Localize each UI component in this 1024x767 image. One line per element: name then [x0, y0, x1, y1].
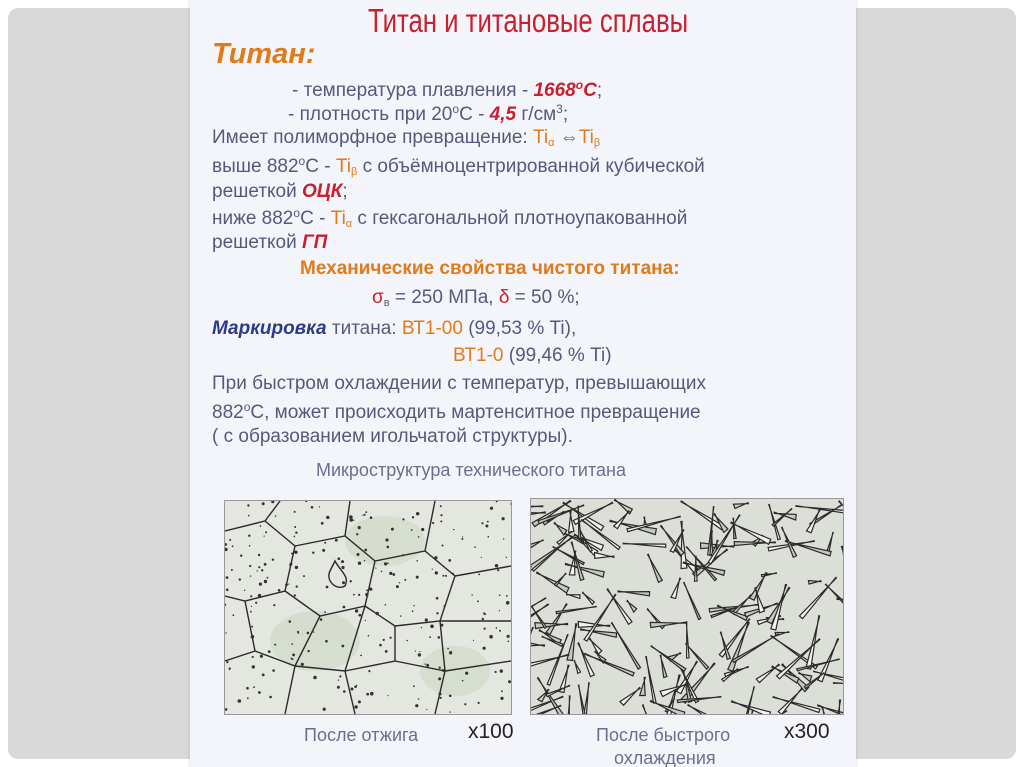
marking-line-2: ВТ1-0 (99,46 % Ti) — [453, 345, 612, 366]
marking-line: Маркировка титана: ВТ1-00 (99,53 % Ti), — [212, 318, 577, 339]
bcc-lattice-line: решеткой ОЦК; — [212, 181, 348, 202]
micrograph-annealed — [224, 500, 512, 715]
paragraph-line-1: При быстром охлаждении с температур, превышающих — [212, 373, 706, 394]
melting-point-line: - температура плавления - $1668^оС$; — [292, 78, 603, 101]
magnification-annealed: x100 — [468, 720, 514, 743]
mechanical-heading: Механические свойства чистого титана: — [300, 258, 680, 279]
mechanical-values: $\sigma_в = 250$ МПа, δ = 50 %; — [372, 287, 580, 309]
slide — [190, 0, 856, 767]
magnification-quenched: x300 — [784, 720, 830, 743]
paragraph-line-2: $882^оС$, может происходить мартенситное превращение — [212, 400, 701, 423]
hcp-lattice-line: решеткой ГП — [212, 232, 328, 253]
caption-quenched-2: охлаждения — [614, 748, 716, 767]
quenched-structure-image — [531, 499, 843, 714]
below-transition-line: ниже $882^оС - Ti_\alpha$ с гексагональной плотноупакованной — [212, 206, 688, 230]
slide-title: Титан и титановые сплавы — [368, 2, 689, 39]
micrograph-quenched — [530, 498, 844, 715]
caption-quenched-1: После быстрого — [596, 725, 731, 745]
micro-title: Микроструктура технического титана — [316, 460, 626, 480]
caption-annealed: После отжига — [304, 725, 419, 745]
above-transition-line: выше $882^оС - Ti_\beta$ с объёмноцентрированной кубической — [212, 154, 705, 178]
section-heading: Титан: — [212, 38, 316, 70]
density-line: - плотность при $20^оС - 4,5$ $г/см^3$; — [288, 102, 569, 125]
annealed-structure-image — [225, 501, 511, 714]
polymorph-line: Имеет полиморфное превращение: $Ti_\alpha$ $\Leftrightarrow Ti_\beta$ — [212, 127, 601, 149]
paragraph-line-3: ( с образованием игольчатой структуры). — [212, 426, 573, 447]
